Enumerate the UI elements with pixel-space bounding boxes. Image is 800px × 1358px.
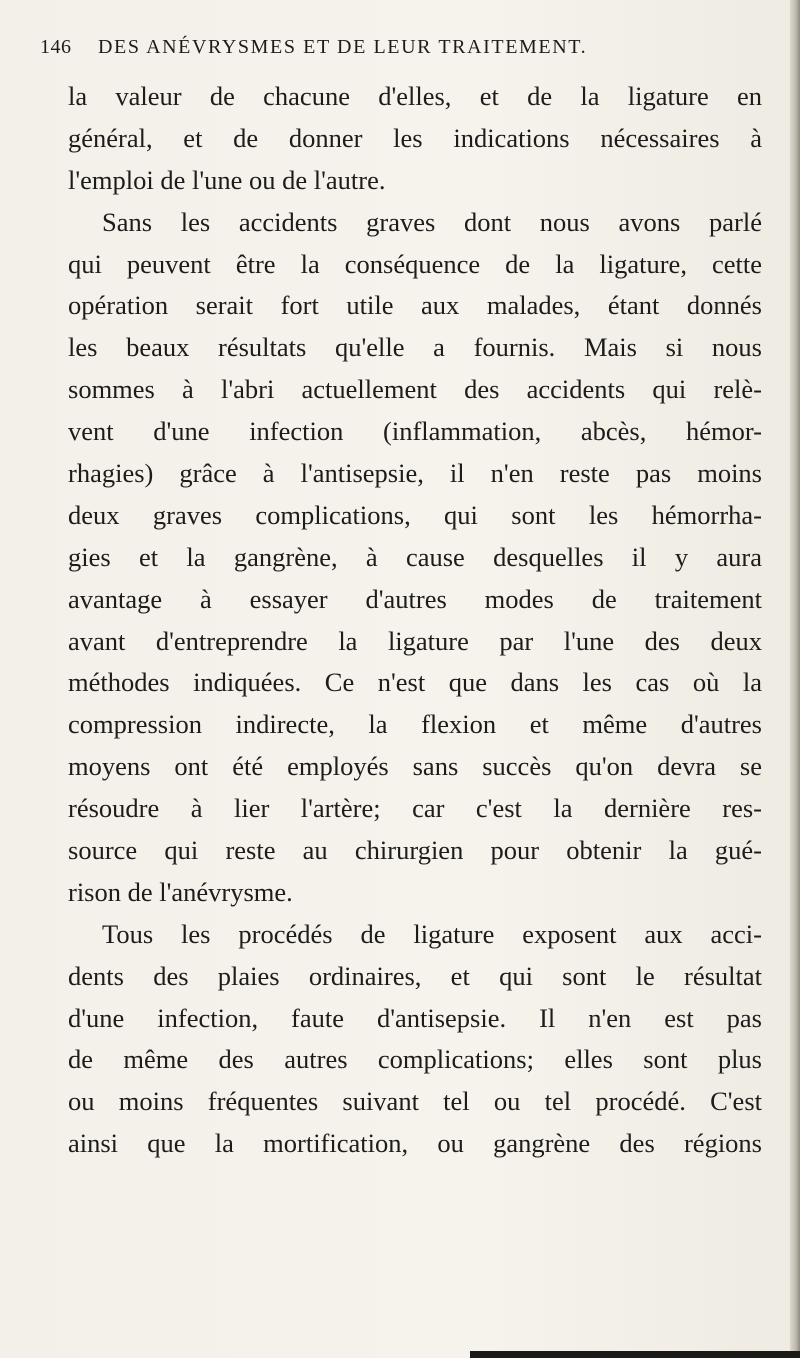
text-line: de même des autres complications; elles sont plus xyxy=(68,1044,762,1075)
text-line: vent d'une infection (inflammation, abcès, hémor- xyxy=(68,416,762,447)
text-line: résoudre à lier l'artère; car c'est la dernière res- xyxy=(68,793,762,824)
page-number: 146 xyxy=(40,36,72,58)
text-line: gies et la gangrène, à cause desquelles il y aura xyxy=(68,541,762,572)
text-line: qui peuvent être la conséquence de la ligature, cette xyxy=(68,248,762,279)
text-line: avantage à essayer d'autres modes de traitement xyxy=(68,583,762,614)
running-head: DES ANÉVRYSMES ET DE LEUR TRAITEMENT. xyxy=(98,36,588,58)
text-line: compression indirecte, la flexion et même d'autres xyxy=(68,709,762,740)
text-line: source qui reste au chirurgien pour obtenir la gué- xyxy=(68,835,762,866)
paragraph-start-line: Tous les procédés de ligature exposent aux acci- xyxy=(102,918,762,949)
text-line: sommes à l'abri actuellement des accidents qui relè- xyxy=(68,374,762,405)
text-line: rison de l'anévrysme. xyxy=(68,876,293,907)
text-line: opération serait fort utile aux malades, étant donnés xyxy=(68,290,762,321)
body-text xyxy=(68,76,762,1165)
text-line: méthodes indiquées. Ce n'est que dans les cas où la xyxy=(68,667,762,698)
text-line: d'une infection, faute d'antisepsie. Il n'en est pas xyxy=(68,1002,762,1033)
text-line: l'emploi de l'une ou de l'autre. xyxy=(68,164,386,195)
text-line: avant d'entreprendre la ligature par l'une des deux xyxy=(68,625,762,656)
text-line: moyens ont été employés sans succès qu'on devra se xyxy=(68,751,762,782)
text-line: ou moins fréquentes suivant tel ou tel procédé. C'est xyxy=(68,1086,762,1117)
text-line: dents des plaies ordinaires, et qui sont le résultat xyxy=(68,960,762,991)
text-line: deux graves complications, qui sont les hémorrha- xyxy=(68,499,762,530)
page-header xyxy=(40,36,780,66)
text-line: général, et de donner les indications nécessaires à xyxy=(68,122,762,153)
text-line: ainsi que la mortification, ou gangrène des régions xyxy=(68,1128,762,1159)
bottom-edge-rule xyxy=(470,1351,800,1358)
page-edge-shadow xyxy=(790,0,800,1358)
text-line: la valeur de chacune d'elles, et de la ligature en xyxy=(68,81,762,111)
paragraph-start-line: Sans les accidents graves dont nous avons parlé xyxy=(102,206,762,237)
text-line: les beaux résultats qu'elle a fournis. Mais si nous xyxy=(68,332,762,363)
text-line: rhagies) grâce à l'antisepsie, il n'en reste pas moins xyxy=(68,458,762,489)
